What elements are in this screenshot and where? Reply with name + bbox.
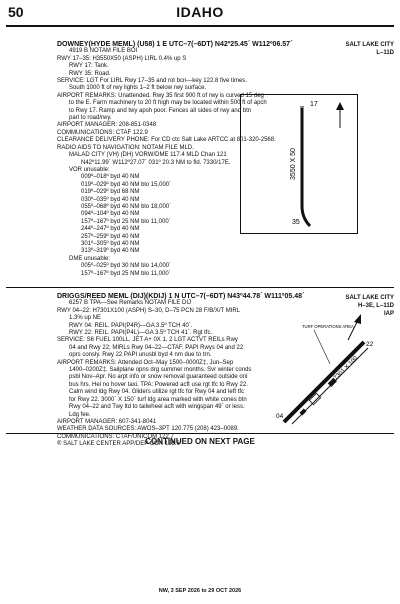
- effective-dates: NW, 3 SEP 2026 to 29 OCT 2026: [158, 588, 242, 594]
- entry-line: 055º–068º byd 40 NM blo 18,000´: [81, 203, 172, 210]
- entry-line: MALAD CITY (VH) (DH) VORW/DME 117.4 MLD Chan 121: [69, 152, 227, 159]
- entry-line: RWY 22: REIL. PAPI(P4L)—GA 3.5º TCH 41´. Rgt tfc.: [69, 330, 213, 337]
- page-number: 50: [8, 4, 24, 20]
- entry-line: psbl Nov–Apr. No arpt info or snow removal guaranteed outside onl: [69, 374, 248, 381]
- entry-line: Rwy 04–22 and Twy ltd to tailwheel acft with wingspan 49´ or less.: [69, 404, 245, 411]
- entry-line: 6257 B TPA—See Remarks NOTAM FILE DIJ: [69, 300, 192, 307]
- entry-line: 313º–319º byd 40 NM: [81, 248, 140, 255]
- entry-line: to the E. Farm machinery to 20 ft high may be located within 500 ft of apch: [69, 100, 267, 107]
- entry-line: AIRPORT REMARKS: Attended Oct–May 1500–0000Z‡, Jun–Sep: [57, 359, 234, 366]
- entry-line: 005º–025º byd 30 NM blo 14,000´: [81, 263, 172, 270]
- entry-line: AIRPORT MANAGER: 607-341-8041: [57, 418, 157, 425]
- downey-end-35: 35: [292, 219, 300, 226]
- entry-line: ® SALT LAKE CENTER APP/DEP CON 128.6: [57, 441, 180, 448]
- state-title: IDAHO: [176, 4, 224, 20]
- entry-line: RWY 04–22: H7301X100 (ASPH) S–30, D–75 PCN 28 F/B/X/T MIRL: [57, 307, 241, 314]
- entry-line: Calm wind ldg Rwy 04. Gliders utilize rgt tfc for Rwy 04 and left tfc: [69, 389, 245, 396]
- entry-line: RWY 35: Road.: [69, 70, 111, 77]
- entry-line: SERVICE: S6 FUEL 100LL, JET A+ 0X 1, 2 LGT ACTVT REILs Rwy: [57, 337, 238, 344]
- entry-line: VOR unusable:: [69, 166, 110, 173]
- north-arrow-icon: [336, 102, 344, 128]
- header-rule: [6, 25, 394, 27]
- entry-line: COMMUNICATIONS: CTAF/UNICOM 122.7: [57, 433, 174, 440]
- entry-line: AIRPORT REMARKS: Unattended. Rwy 35 first 900 ft of rwy is curved 15 deg: [57, 92, 264, 99]
- downey-region: SALT LAKE CITY L–11D: [345, 42, 394, 56]
- entry-line: 009º–018º byd 40 NM: [81, 174, 140, 181]
- entry-line: 4919 B NOTAM FILE BOI: [69, 48, 138, 55]
- entry-line: DRIGGS/REED MEML (DIJ)(KDIJ) 1 N UTC–7(–6DT) N43º44.78´ W111º05.48´: [57, 293, 305, 300]
- continued-notice: CONTINUED ON NEXT PAGE: [145, 437, 255, 446]
- driggs-end-22: 22: [366, 341, 374, 348]
- entry-line: AIRPORT MANAGER: 208-851-0348: [57, 122, 157, 129]
- driggs-rwy-label: 7301 X 100: [333, 355, 360, 382]
- downey-airport-diagram: [240, 94, 358, 234]
- entry-line: RWY 04: REIL. PAPI(P4R)—GA 3.5º TCH 40´.: [69, 322, 193, 329]
- driggs-end-04: 04: [276, 413, 284, 420]
- entry-line: 301º–305º byd 40 NM: [81, 240, 140, 247]
- entry-line: 094º–104º byd 40 NM: [81, 211, 140, 218]
- entry-line: N42º11.99´ W112º27.07´ 031º 20.3 NM to fld. 7330/17E.: [81, 159, 231, 166]
- entry-line: SERVICE: LGT For LIRL Rwy 17–35 and rot bcn—key 122.8 five times.: [57, 78, 247, 85]
- entry-line: DME unusable:: [69, 255, 111, 262]
- entry-line: WEATHER DATA SOURCES: AWOS–3PT 120.775 (208) 423–0089.: [57, 426, 239, 433]
- entry-line: South 1000 ft of rwy lights 1–2 ft below rwy surface.: [69, 85, 207, 92]
- entry-line: 257º–259º byd 40 NM: [81, 233, 140, 240]
- entry-line: for Rwy 22. 3000´ X 150´ turf ldg area marked with white cones btn: [69, 396, 247, 403]
- entry-line: bus hrs. Hel no hover taxi. TPA: Powered acft use rgt tfc to Rwy 22.: [69, 381, 248, 388]
- entry-line: 030º–035º byd 40 NM: [81, 196, 140, 203]
- entry-line: DOWNEY(HYDE MEML) (U58) 1 E UTC–7(–6DT) N42º25.45´ W112º06.57´: [57, 41, 293, 48]
- entry-line: 04 and Rwy 22; MIRLs Rwy 04–22—CTAF. PAPI Rwys 04 and 22: [69, 344, 244, 351]
- entry-line: 244º–247º byd 40 NM: [81, 226, 140, 233]
- downey-end-17: 17: [310, 101, 318, 108]
- bottom-divider: [6, 433, 394, 434]
- entry-line: COMMUNICATIONS: CTAF 122.9: [57, 129, 148, 136]
- entry-line: RADIO AIDS TO NAVIGATION: NOTAM FILE MLD.: [57, 144, 194, 151]
- entry-line: 1400–0200Z‡. Sailplane opns drg summer months. Svr winter conds: [69, 367, 252, 374]
- downey-rwy-label: 3550 X 50: [290, 148, 297, 180]
- entry-line: Ldg fee.: [69, 411, 91, 418]
- entry-line: 019º–029º byd 40 NM blo 15,000´: [81, 181, 172, 188]
- entry-line: oprs consly. Rwy 22 PAPI unusbl byd 4 nm due to trn.: [69, 352, 212, 359]
- driggs-airport-diagram: [262, 300, 378, 430]
- entry-line: RWY 17: Tank.: [69, 63, 109, 70]
- entry-line: RWY 17–35: H3550X50 (ASPH) LIRL 0.4% up S: [57, 55, 187, 62]
- turf-area-label: TURF OPERATIONS AREA: [302, 324, 354, 329]
- entry-line: 019º–029º byd 68 NM: [81, 189, 140, 196]
- page-header: [0, 0, 400, 34]
- entry-line: 157º–167º byd 25 NM blo 11,000´: [81, 270, 171, 277]
- driggs-region: SALT LAKE CITY H–3E, L–11D IAP: [345, 295, 394, 317]
- entry-line: 1.3% up NE: [69, 315, 102, 322]
- entry-line: CLEARANCE DELIVERY PHONE: For CD ctc Salt Lake ARTCC at 801-320-2568.: [57, 137, 276, 144]
- entry-line: parl to road/rwy.: [69, 115, 112, 122]
- entry-divider: [6, 287, 394, 288]
- entry-line: to Rwy 17. Ramp and twy apsh poor. Fences all sides of rwy and btn: [69, 107, 252, 114]
- entry-line: 157º–167º byd 25 NM blo 11,000´: [81, 218, 171, 225]
